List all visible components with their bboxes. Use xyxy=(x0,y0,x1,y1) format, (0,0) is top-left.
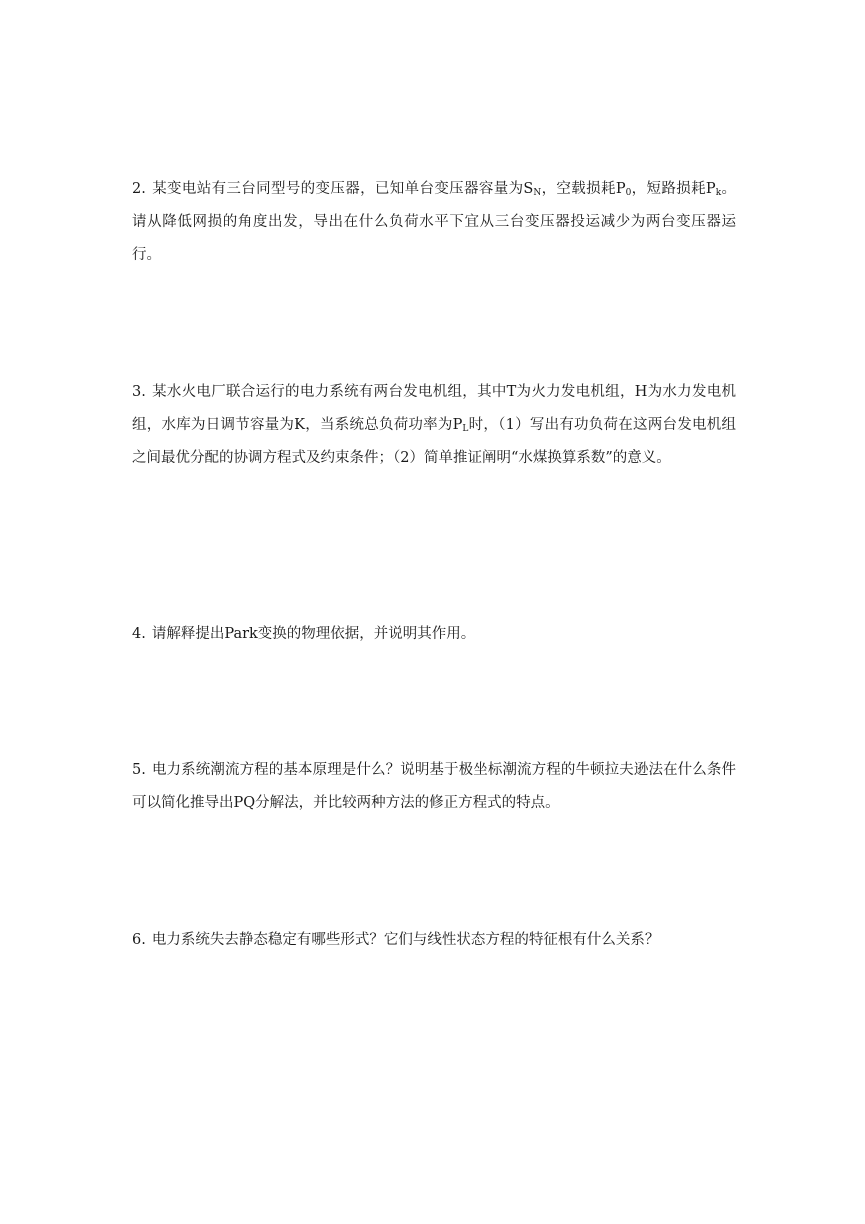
subscript: L xyxy=(462,424,469,434)
question-text: 电力系统失去静态稳定有哪些形式？它们与线性状态方程的特征根有什么关系？ xyxy=(151,932,660,948)
subscript: k xyxy=(715,188,722,198)
question-3 xyxy=(132,376,736,475)
question-2 xyxy=(132,173,736,272)
question-text: 请解释提出Park变换的物理依据，并说明其作用。 xyxy=(151,626,476,642)
question-text: 某水火电厂联合运行的电力系统有两台发电机组，其中T为火力发电机组，H为水力发电机组，水库为日调节容量为K，当系统总负荷功率为P xyxy=(132,384,736,433)
question-text: ，短路损耗P xyxy=(631,181,716,197)
question-number: 2. xyxy=(132,181,146,197)
subscript: 0 xyxy=(625,188,632,198)
question-text: 电力系统潮流方程的基本原理是什么？说明基于极坐标潮流方程的牛顿拉夫逊法在什么条件可以简化推导出PQ分解法，并比较两种方法的修正方程式的特点。 xyxy=(132,762,736,811)
subscript: N xyxy=(533,188,542,198)
question-number: 6. xyxy=(132,932,146,948)
question-text: 。请从降低网损的角度出发，导出在什么负荷水平下宜从三台变压器投运减少为两台变压器运行。 xyxy=(132,181,737,263)
question-number: 4. xyxy=(132,626,146,642)
question-6 xyxy=(132,924,736,957)
question-number: 5. xyxy=(132,762,146,778)
question-text: ，空载损耗P xyxy=(541,181,626,197)
question-5 xyxy=(132,754,736,820)
question-number: 3. xyxy=(132,384,146,400)
question-text: 时，（1）写出有功负荷在这两台发电机组之间最优分配的协调方程式及约束条件；（2）简单推证阐明“水煤换算系数”的意义。 xyxy=(132,417,736,466)
question-text: 某变电站有三台同型号的变压器，已知单台变压器容量为S xyxy=(151,181,534,197)
question-4 xyxy=(132,618,736,651)
